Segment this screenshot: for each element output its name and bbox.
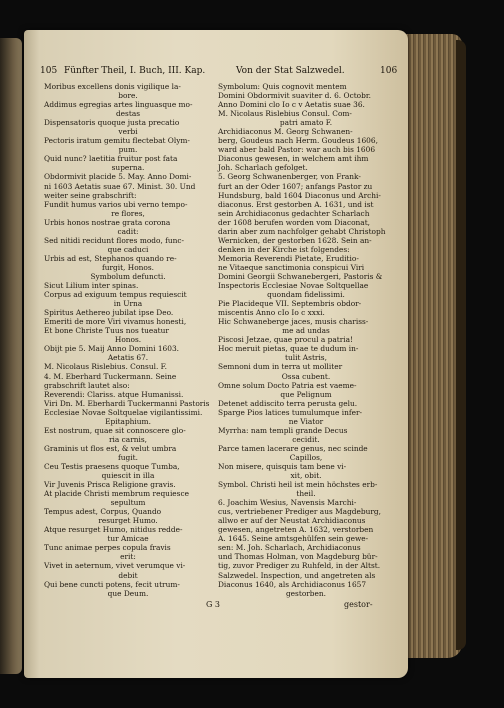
text-line: ne Vitaeque sanctimonia conspicui Viri <box>218 262 365 272</box>
text-line: miscentis Anno cIo Io c xxxi. <box>218 308 325 318</box>
text-line: Vivet in aeternum, vivet verumque vi- <box>44 561 186 571</box>
text-line: diaconus. Erst gestorben A. 1631, und ist <box>218 199 374 209</box>
text-line: Ecclesiae Novae Soltquelae vigilantissimi. <box>44 407 203 417</box>
text-line: und Thomas Holman, von Magdeburg bür- <box>218 552 378 562</box>
text-line: allwo er auf der Neustat Archidiaconus <box>218 516 366 526</box>
text-line: quondam fidelissimi. <box>267 290 345 300</box>
text-line: me ad undas <box>282 326 330 336</box>
text-line: theil. <box>296 489 316 499</box>
text-line: Piscosi Jetzae, quae procul a patria! <box>218 335 353 345</box>
text-line: Urbis honos nostrae grata corona <box>44 217 171 227</box>
text-line: sepultum <box>110 498 146 508</box>
text-line: pum. <box>118 145 138 155</box>
text-line: Est nostrum, quae sit connoscere glo- <box>44 425 186 435</box>
text-line: Non misere, quisquis tam bene vi- <box>218 461 347 471</box>
text-line: Moribus excellens donis vigilique la- <box>44 82 181 91</box>
text-line: der 1608 berufen worden vom Diaconat, <box>218 217 371 227</box>
text-line: cadit: <box>117 226 139 236</box>
text-line: At placide Christi membrum requiesce <box>44 489 189 499</box>
text-line: Domini Georgii Schwanebergeri, Pastoris & <box>218 271 383 281</box>
text-line: Spiritus Aethereo jubilat ipse Deo. <box>44 308 174 318</box>
text-line: Memoria Reverendi Pietate, Eruditio- <box>218 253 359 263</box>
left-page-edge <box>0 38 22 674</box>
text-line: fugit. <box>118 452 138 462</box>
text-line: ward aber bald Pastor: war auch bis 1606 <box>218 145 376 155</box>
text-line: superna. <box>111 163 145 173</box>
text-line: Anno Domini clo Io c v Aetatis suae 36. <box>218 100 365 110</box>
book-fore-edge <box>404 34 462 658</box>
text-line: tur Amicae <box>107 534 149 544</box>
text-line: Domini Obdormivit suaviter d. 6. Octobr. <box>218 91 371 101</box>
text-line: cus, vertriebener Prediger aus Magdeburg, <box>218 507 382 517</box>
text-line: Fundit humus varios ubi verno tempo- <box>44 199 188 209</box>
running-title-right: Von der Stat Salzwedel. <box>236 66 345 76</box>
text-line: Sparge Pios latices tumulumque infer- <box>218 407 362 417</box>
text-line: Corpus ad exiguum tempus requiescit <box>44 290 187 300</box>
text-line: Reverendi: Clariss. atque Humanissi. <box>44 389 184 399</box>
text-line: in Urna <box>113 299 143 309</box>
text-line: Diaconus gewesen, in welchem amt ihm <box>218 154 369 164</box>
book-back-edge <box>456 40 466 650</box>
signature-mark: G 3 <box>206 600 221 609</box>
text-line: verbi <box>118 127 138 137</box>
text-line: Myrrha: nam templi grande Decus <box>218 425 348 435</box>
text-line: Urbis ad est, Stephanos quando re- <box>44 253 177 263</box>
text-line: Viri Dn. M. Eberhardi Tuckermanni Pastoris <box>44 398 210 408</box>
text-line: denken in der Kirche ist folgendes: <box>218 244 350 254</box>
text-line: patri amato F. <box>279 118 333 128</box>
text-line: A. 1645. Seine amtsgehülfen sein gewe- <box>218 534 369 544</box>
text-line: Vir Juvenis Prisca Religione gravis. <box>44 480 176 490</box>
catchword: gestor- <box>344 600 373 609</box>
text-line: re flores, <box>111 208 145 218</box>
text-line: Archidiaconus M. Georg Schwanen- <box>218 127 353 137</box>
text-line: Qui bene cuncti potens, fecit utrum- <box>44 579 180 589</box>
text-line: Obdormivit placide 5. May. Anno Domi- <box>44 172 192 182</box>
right-text-column <box>218 82 394 598</box>
text-line: Omne solum Docto Patria est vaeme- <box>218 380 357 390</box>
text-line: Sed nitidi recidunt flores modo, func- <box>44 235 185 245</box>
text-line: Tempus adest, Corpus, Quando <box>44 507 162 517</box>
text-line: Capillos, <box>289 452 323 462</box>
text-line: Pectoris iratum gemitu flectebat Olym- <box>44 136 190 146</box>
text-line: Pie Placideque VII. Septembris obdor- <box>218 299 362 309</box>
text-line: furt an der Oder 1607; anfangs Pastor zu <box>218 181 373 191</box>
text-line: berg, Goudeus nach Herm. Goudeus 1606, <box>218 136 378 146</box>
text-line: Symbol. Christi heil ist mein höchstes erb- <box>218 480 378 490</box>
text-line: debit <box>118 570 138 580</box>
text-line: ria carnis, <box>109 434 147 444</box>
text-line: sein Archidiaconus gedachter Scharlach <box>218 208 370 218</box>
text-line: Tunc animae perpes copula fravis <box>44 543 171 553</box>
text-line: erit: <box>120 552 136 562</box>
text-line: Et bone Christe Tuus nos tueatur <box>44 326 169 336</box>
text-line: Atque resurget Humo, nitidus redde- <box>44 525 183 535</box>
page-number-left: 105 <box>40 66 58 76</box>
text-line: Dispensatoris quoque justa precatio <box>44 118 180 128</box>
text-line: destas <box>115 109 141 119</box>
text-line: M. Nicolaus Rislebius. Consul. F. <box>44 362 167 372</box>
text-line: Ceu Testis praesens quoque Tumba, <box>44 461 180 471</box>
text-line: Semnoni dum in terra ut molliter <box>218 362 343 372</box>
text-line: Aetatis 67. <box>107 353 149 363</box>
text-line: 4. M. Eberhard Tuckermann. Seine <box>44 371 177 381</box>
text-line: ni 1603 Aetatis suae 67. Minist. 30. Und <box>44 181 196 191</box>
text-line: Sicut Lilium inter spinas. <box>44 281 139 291</box>
text-line: furgit, Honos. <box>101 262 155 272</box>
text-line: Ossa cubent. <box>281 371 331 381</box>
text-line: 5. Georg Schwanenberger, von Frank- <box>218 172 361 182</box>
text-line: que Pelignum <box>280 389 332 399</box>
left-text-column <box>44 82 212 598</box>
text-line: weiter seine grabschrift: <box>44 190 137 200</box>
text-line: ne Viator <box>288 416 324 426</box>
text-line: Detenet addiscito terra perusta gelu. <box>218 398 358 408</box>
text-line: Graminis ut flos est, & velut umbra <box>44 443 177 453</box>
text-line: Addimus egregias artes linguasque mo- <box>44 100 193 110</box>
page-number-right: 106 <box>380 66 398 76</box>
text-line: que Deum. <box>107 588 149 598</box>
text-line: gestorben. <box>285 588 327 598</box>
text-line: sen: M. Joh. Scharlach, Archidiaconus <box>218 543 361 553</box>
text-line: quiescit in illa <box>101 471 155 481</box>
text-line: xit, obit. <box>290 471 322 481</box>
text-line: bore. <box>118 91 138 101</box>
text-line: Diaconus 1640, als Archidiaconus 1657 <box>218 579 367 589</box>
text-line: Hundsburg, bald 1604 Diaconus und Archi- <box>218 190 381 200</box>
text-line: Obijt pie 5. Maij Anno Domini 1603. <box>44 344 179 354</box>
text-line: Honos. <box>114 335 142 345</box>
text-line: Joh. Scharlach gefolget. <box>218 163 308 173</box>
text-line: Symbolum: Quis cognovit mentem <box>218 82 347 91</box>
text-line: Inspectoris Ecclesiae Novae Soltquellae <box>218 281 369 291</box>
text-line: Parce tamen lacerare genus, nec scinde <box>218 443 368 453</box>
text-line: resurget Humo. <box>98 516 158 526</box>
text-line: cecidit. <box>292 434 320 444</box>
text-line: gewesen, angetreten A. 1632, verstorben <box>218 525 374 535</box>
text-line: Hoc meruit pietas, quae te dudum in- <box>218 344 359 354</box>
text-line: Hic Schwaneberge jaces, musis chariss- <box>218 317 369 327</box>
text-line: M. Nicolaus Rislebius Consul. Com- <box>218 109 352 119</box>
running-title-left: Fünfter Theil, I. Buch, III. Kap. <box>64 66 206 76</box>
text-line: Salzwedel. Inspection, und angetreten als <box>218 570 376 580</box>
text-line: tulit Astris, <box>285 353 327 363</box>
text-line: grabschrift lautet also: <box>44 380 130 390</box>
text-line: 6. Joachim Wesius, Navensis Marchi- <box>218 498 357 508</box>
text-line: Quid nunc? laetitia fruitur post fata <box>44 154 178 164</box>
text-line: Symbolum defuncti. <box>90 271 166 281</box>
text-line: Wernicken, der gestorben 1628. Sein an- <box>218 235 372 245</box>
text-line: Epitaphium. <box>105 416 151 426</box>
text-line: Emeriti de more Viri vivamus honesti, <box>44 317 187 327</box>
text-line: tig, zuvor Prediger zu Ruhfeld, in der Altst. <box>218 561 381 571</box>
text-line: que caduci <box>107 244 149 254</box>
text-line: darin aber zum nachfolger gehabt Christoph <box>218 226 386 236</box>
